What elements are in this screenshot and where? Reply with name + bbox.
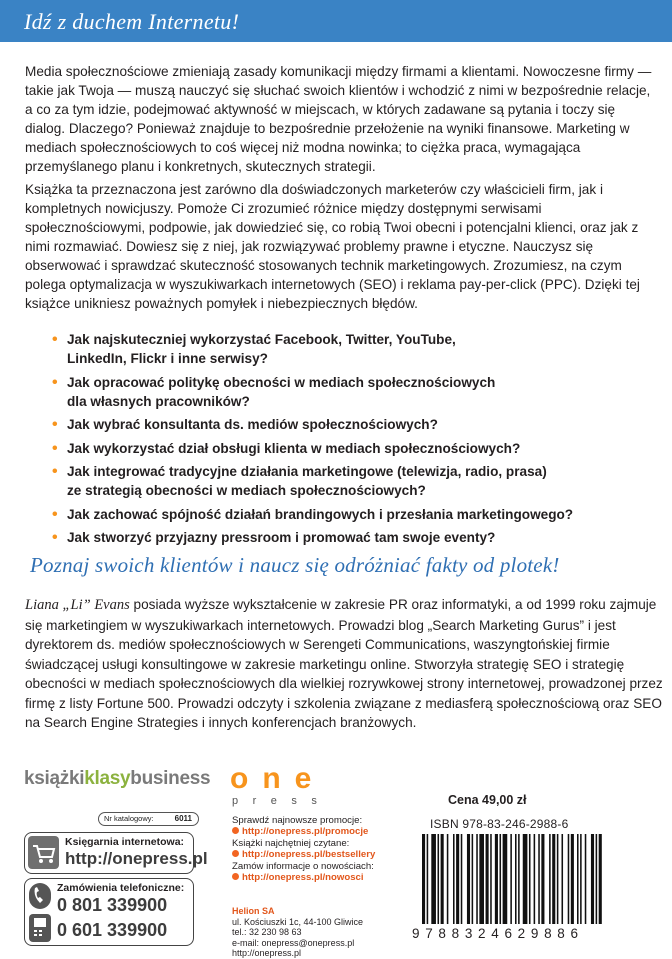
question-list bbox=[48, 330, 658, 552]
barcode bbox=[420, 834, 662, 924]
series-logo-part2: klasy bbox=[84, 768, 131, 789]
online-shop-url[interactable]: http://onepress.pl bbox=[65, 849, 208, 868]
title-banner bbox=[0, 0, 672, 42]
tagline: Poznaj swoich klientów i naucz się odróżniać fakty od plotek! bbox=[30, 553, 560, 577]
author-bio bbox=[25, 595, 665, 733]
phone-icon bbox=[29, 883, 51, 909]
barcode-digits: 9788324629886 bbox=[412, 926, 584, 941]
series-logo-part1: książki bbox=[24, 768, 85, 789]
promo-label: Sprawdź najnowsze promocje: bbox=[232, 815, 363, 826]
price: Cena 49,00 zł bbox=[448, 793, 527, 807]
question-item bbox=[48, 330, 658, 368]
question-line: LinkedIn, Flickr i inne serwisy? bbox=[67, 351, 268, 366]
phone-orders-box bbox=[24, 878, 194, 946]
publisher-address bbox=[232, 906, 363, 959]
promo-link[interactable]: http://onepress.pl/promocje bbox=[242, 826, 369, 838]
online-shop-box bbox=[24, 832, 208, 874]
intro-paragraph: Media społecznościowe zmieniają zasady komunikacji między firmami a klientami. Nowoczesne firmy — takie jak Twoja — muszą nauczyć się słuchać swoich klientów i wchodzić z nimi w bezpośrednie relacje, a co za tym idzie, podejmować aktywność w miejscach, w których zadawane są pytania i toczy się dialog. Dlaczego? Ponieważ znajduje to bezpośrednie przełożenie na wyniki finansowe. Marketing w mediach społecznościowych to coś więcej niż modna nowinka; to ciężka praca, wymagająca przemyślanego planu i konkretnych, skutecznych strategii. bbox=[25, 64, 652, 174]
publisher-logo-press: press bbox=[232, 795, 332, 807]
isbn: ISBN 978-83-246-2988-6 bbox=[430, 817, 569, 831]
bestsellers-link[interactable]: http://onepress.pl/bestsellery bbox=[242, 849, 376, 861]
question-item bbox=[48, 373, 658, 411]
question-line: Jak najskuteczniej wykorzystać Facebook, Twitter, YouTube, bbox=[67, 332, 456, 347]
publisher-email[interactable]: e-mail: onepress@onepress.pl bbox=[232, 937, 355, 948]
series-logo-part3: business bbox=[130, 768, 211, 789]
news-label: Zamów informacje o nowościach: bbox=[232, 860, 374, 872]
bullet-icon: • bbox=[52, 416, 58, 433]
author-name: Liana „Li” Evans bbox=[25, 597, 130, 613]
publisher-street: ul. Kościuszki 1c, 44-100 Gliwice bbox=[232, 916, 364, 927]
bullet-icon: • bbox=[52, 529, 58, 546]
question-line: Jak integrować tradycyjne działania marketingowe (telewizja, radio, prasa) bbox=[67, 464, 547, 479]
question-line: Jak stworzyć przyjazny pressroom i promować tam swoje eventy? bbox=[67, 530, 496, 545]
question-item bbox=[48, 505, 658, 524]
question-line: Jak wybrać konsultanta ds. mediów społecznościowych? bbox=[67, 417, 438, 432]
phone-number-1[interactable]: 0 801 339900 bbox=[57, 895, 168, 915]
online-shop-label: Księgarnia internetowa: bbox=[65, 836, 185, 848]
question-line: dla własnych pracowników? bbox=[67, 393, 250, 409]
question-line: ze strategią obecności w mediach społecznościowych? bbox=[67, 483, 426, 498]
publisher-links bbox=[232, 815, 375, 883]
bullet-icon: • bbox=[52, 331, 58, 348]
catalog-number-badge bbox=[98, 812, 199, 826]
publisher-company: Helion SA bbox=[232, 906, 275, 916]
publisher-site[interactable]: http://onepress.pl bbox=[232, 948, 302, 958]
mobile-phone-icon bbox=[29, 914, 51, 942]
question-line: Jak opracować politykę obecności w mediach społecznościowych bbox=[67, 374, 496, 390]
news-link[interactable]: http://onepress.pl/nowosci bbox=[242, 872, 364, 884]
bullet-icon: • bbox=[52, 463, 58, 480]
description-paragraph: Książka ta przeznaczona jest zarówno dla doświadczonych marketerów czy właścicieli firm, jak i kompletnych nowicjuszy. Pomoże Ci zrozumieć różnice między dostępnymi serwisami społecznościowymi, podpowie, jak dowiedzieć się, co robią Twoi obecni i potencjalni klienci, oraz jak z nimi rozmawiać. Dowiesz się z niej, jak rozwiązywać problemy prawne i etyczne. Nauczysz się obserwować i sprawdzać skuteczność stosowanych technik marketingowych. Zrozumiesz, na czym polega optymalizacja w wyszukiwarkach internetowych (SEO) i reklama pay-per-click (PPC). Dzięki tej książce unikniesz poważnych pomyłek i niebezpiecznych błędów. bbox=[25, 182, 640, 311]
question-line: Jak wykorzystać dział obsługi klienta w mediach społecznościowych? bbox=[67, 440, 521, 456]
catalog-number: 6011 bbox=[174, 814, 192, 823]
catalog-label: Nr katalogowy: bbox=[104, 814, 154, 823]
question-line: Jak zachować spójność działań brandingowych i przesłania marketingowego? bbox=[67, 506, 574, 522]
question-item bbox=[48, 439, 658, 458]
question-item bbox=[48, 415, 658, 434]
phone-number-2[interactable]: 0 601 339900 bbox=[57, 920, 168, 940]
bullet-icon bbox=[232, 827, 239, 834]
question-item bbox=[48, 462, 658, 500]
series-logo bbox=[24, 768, 210, 790]
bullet-icon: • bbox=[52, 505, 58, 523]
phone-orders-label: Zamówienia telefoniczne: bbox=[57, 882, 185, 894]
shopping-cart-icon bbox=[28, 836, 59, 869]
bullet-icon bbox=[232, 873, 239, 880]
publisher-logo bbox=[230, 764, 331, 808]
publisher-logo-one: one bbox=[230, 762, 326, 795]
banner-title: Idź z duchem Internetu! bbox=[24, 9, 240, 34]
publisher-tel: tel.: 32 230 98 63 bbox=[232, 927, 302, 937]
question-item bbox=[48, 528, 658, 547]
bullet-icon: • bbox=[52, 373, 58, 391]
bullet-icon: • bbox=[52, 439, 58, 457]
bullet-icon bbox=[232, 850, 239, 857]
bestsellers-label: Książki najchętniej czytane: bbox=[232, 837, 350, 849]
author-bio-text: posiada wyższe wykształcenie w zakresie PR oraz informatyki, a od 1999 roku zajmuje się marketingiem w wyszukiwarkach internetowych. Prowadzi blog „Search Marketing Gurus” i jest dyrektorem ds. mediów społecznościowych w Serengeti Communications, waszyngtońskiej firmie świadczącej usługi konsultingowe w zakresie marketingu online. Stworzyła strategię SEO i strategię obecności w mediach społecznościowych dla wielkiej rozrywkowej strony internetowej, prowadzonej przez firmę z listy Fortune 500. Prowadzi odczyty i szkolenia związane z mediasferą społecznościową oraz SEO na Search Engine Strategies i innych konferencjach branżowych. bbox=[25, 597, 663, 730]
